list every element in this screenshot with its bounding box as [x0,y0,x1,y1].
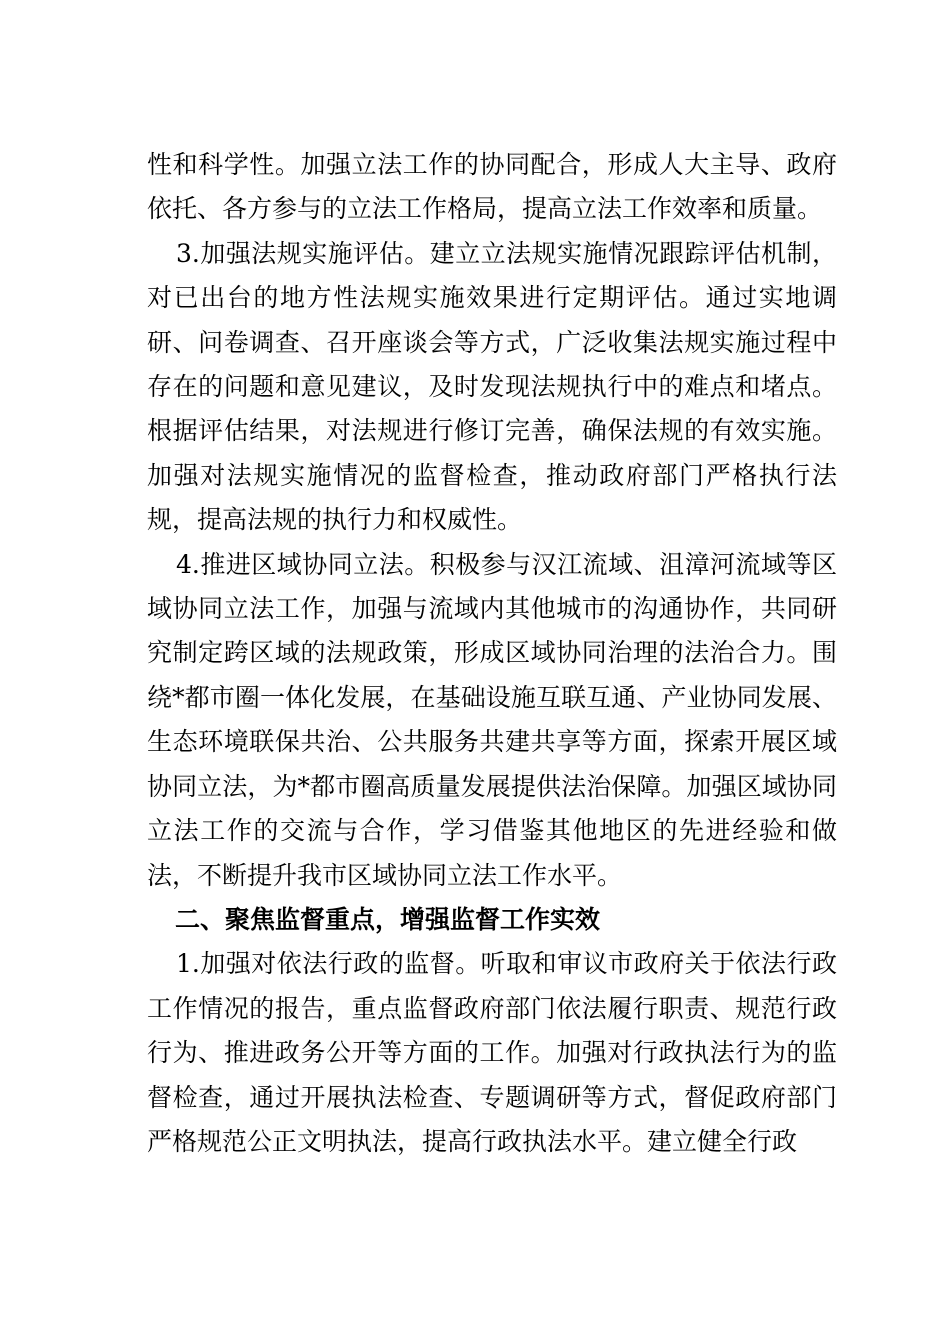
paragraph-1-administration-supervision: 1.加强对依法行政的监督。听取和审议市政府关于依法行政工作情况的报告，重点监督政府部门依法履行职责、规范行政行为、推进政务公开等方面的工作。加强对行政执法行为的监督检查，通过开展执法检查、专题调研等方式，督促政府部门严格规范公正文明执法，提高行政执法水平。建立健全行政 [147,949,837,1156]
paragraph-continued: 性和科学性。加强立法工作的协同配合，形成人大主导、政府依托、各方参与的立法工作格局，提高立法工作效率和质量。 [147,150,837,224]
paragraph-4-regional-legislation: 4.推进区域协同立法。积极参与汉江流域、沮漳河流域等区域协同立法工作，加强与流域内其他城市的沟通协作，共同研究制定跨区域的法规政策，形成区域协同治理的法治合力。围绕*都市圈一体化发展，在基础设施互联互通、产业协同发展、生态环境联保共治、公共服务共建共享等方面，探索开展区域协同立法，为*都市圈高质量发展提供法治保障。加强区域协同立法工作的交流与合作，学习借鉴其他地区的先进经验和做法，不断提升我市区域协同立法工作水平。 [147,549,837,890]
document-body [147,143,837,1164]
paragraph-3-regulation-evaluation: 3.加强法规实施评估。建立立法规实施情况跟踪评估机制，对已出台的地方性法规实施效果进行定期评估。通过实地调研、问卷调查、召开座谈会等方式，广泛收集法规实施过程中存在的问题和意见建议，及时发现法规执行中的难点和堵点。根据评估结果，对法规进行修订完善，确保法规的有效实施。加强对法规实施情况的监督检查，推动政府部门严格执行法规，提高法规的执行力和权威性。 [147,238,837,535]
section-heading: 二、聚焦监督重点，增强监督工作实效 [175,904,601,934]
